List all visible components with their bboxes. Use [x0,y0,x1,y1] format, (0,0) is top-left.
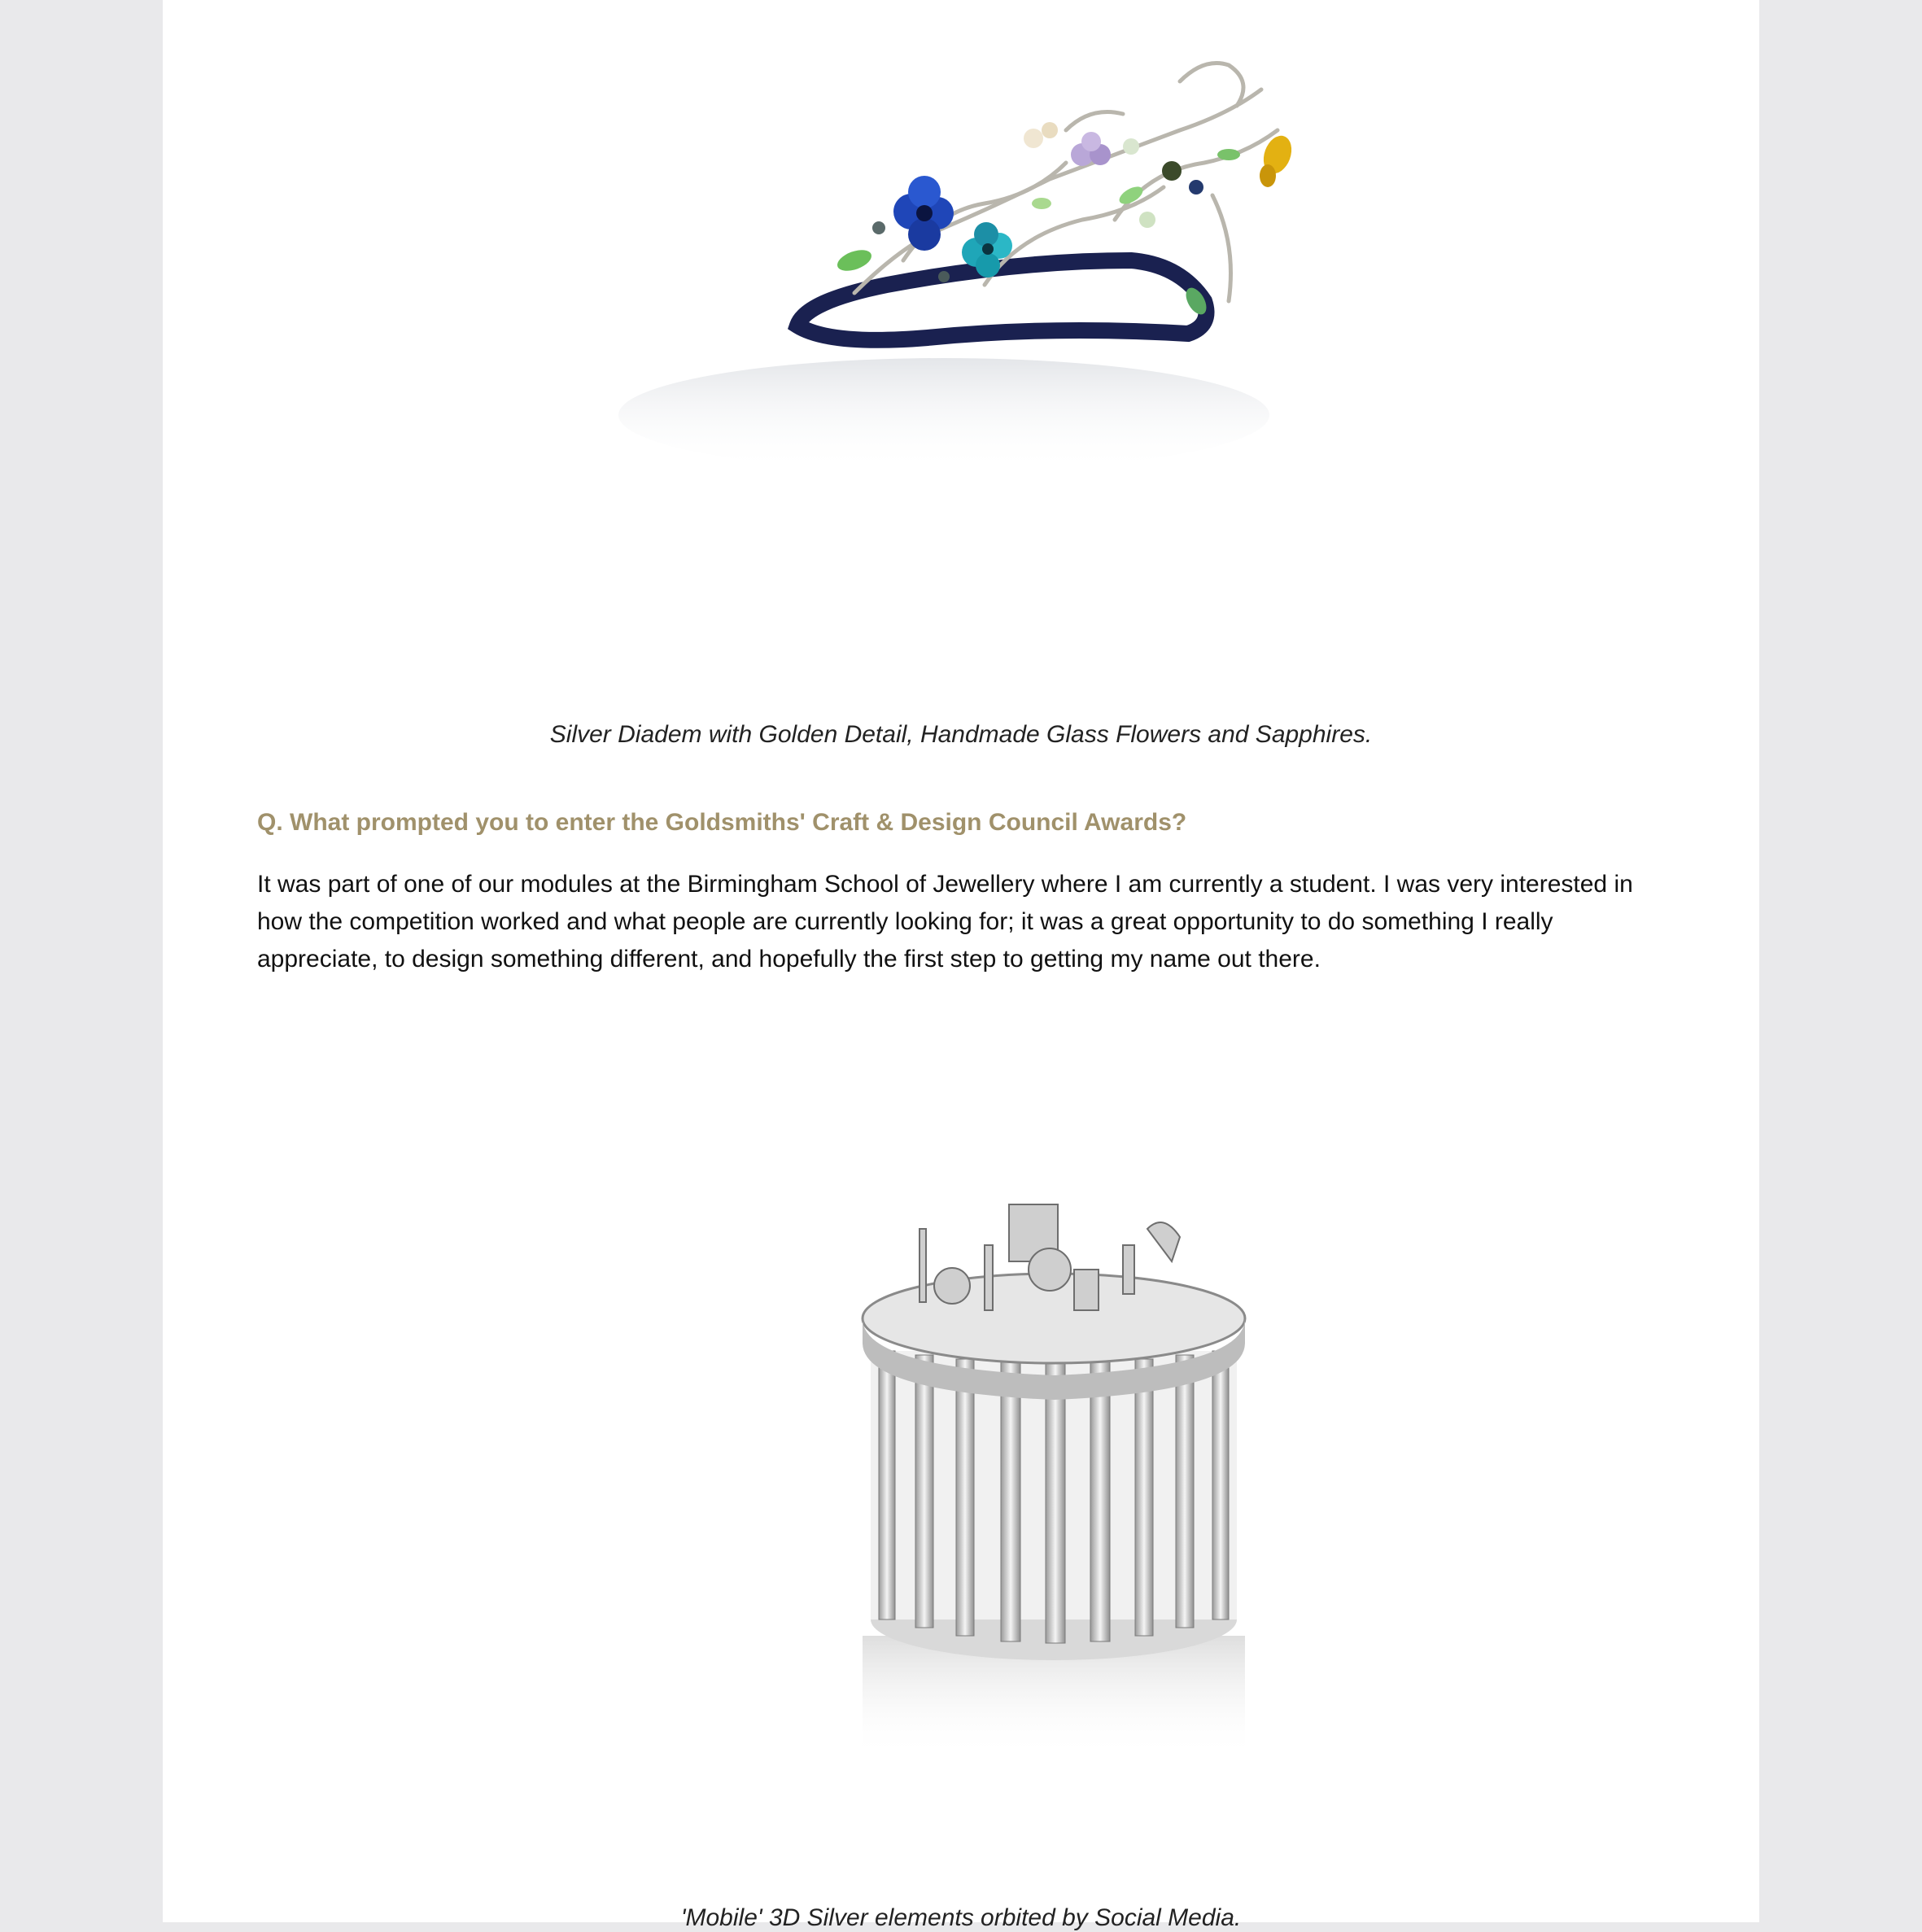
diadem-caption: Silver Diadem with Golden Detail, Handmade Glass Flowers and Sapphires. [549,721,1373,748]
lilac-flower-icon [1071,132,1111,166]
mobile-caption: 'Mobile' 3D Silver elements orbited by Social Media. [680,1904,1242,1931]
mobile-silver-photo [740,1180,1375,1766]
interview-answer: It was part of one of our modules at the Birmingham School of Jewellery where I am currently a student. I was very interested in how the competition worked and what people are currently looking for; it was a great opportunity to do something I really appreciate, to design something different, and hopefully the first step to getting my name out there. [257,871,1633,973]
blue-flower-icon [893,176,954,251]
article-page [163,0,1759,1931]
diadem-photo [561,33,1375,488]
interview-question: Q. What prompted you to enter the Goldsmiths' Craft & Design Council Awards? [257,809,1187,836]
